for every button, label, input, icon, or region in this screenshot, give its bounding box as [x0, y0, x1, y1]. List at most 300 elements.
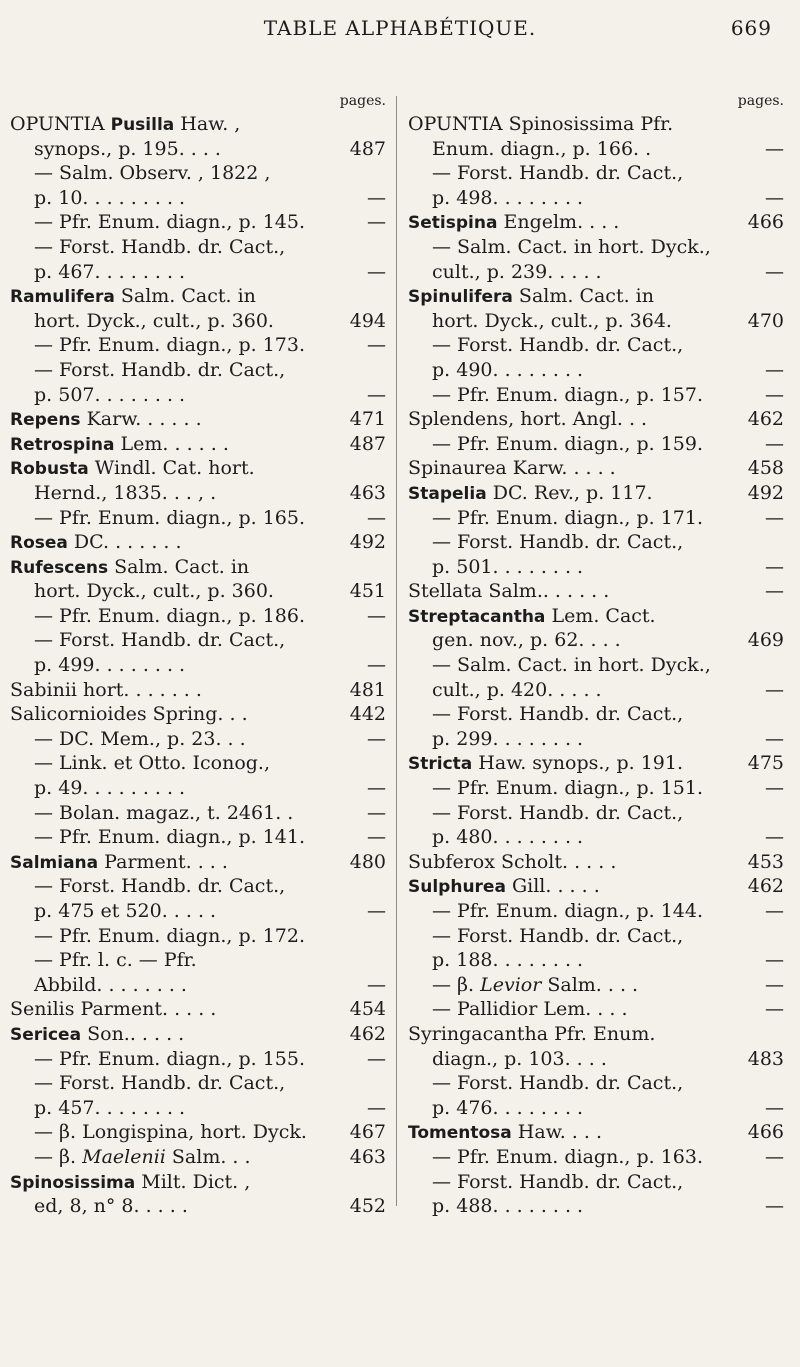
- entry-segment: — Forst. Handb. dr. Cact.,: [432, 801, 684, 824]
- entry-segment: — Pfr. Enum. diagn., p. 144.: [432, 900, 704, 922]
- entry-segment: Windl. Cat. hort.: [88, 457, 255, 480]
- entry-segment: p. 499. . . . . . . .: [34, 654, 186, 677]
- entry-segment: Lem. . . . . .: [114, 432, 229, 455]
- page-reference: 483: [747, 1047, 784, 1070]
- index-entry-line: [408, 628, 788, 653]
- page-reference: 487: [349, 432, 386, 455]
- entry-text: [432, 899, 703, 924]
- entry-text: [432, 260, 602, 285]
- index-entry-line: [10, 1194, 390, 1219]
- entry-text: [34, 751, 270, 776]
- entry-text: [432, 628, 621, 653]
- entry-text: [34, 210, 305, 235]
- entry-text: [432, 1194, 583, 1219]
- page-reference: —: [367, 604, 386, 627]
- index-entry-line: [10, 997, 390, 1022]
- index-entry-line: [408, 506, 788, 531]
- entry-text: [34, 137, 221, 162]
- index-entry-line: [408, 432, 788, 457]
- species-name: Repens: [10, 410, 81, 431]
- entry-segment: — Forst. Handb. dr. Cact.,: [34, 629, 286, 652]
- entry-text: [432, 678, 602, 703]
- entry-segment: Splendens, hort. Angl. . .: [408, 408, 648, 431]
- entry-segment: — Forst. Handb. dr. Cact.,: [432, 1072, 684, 1095]
- page-reference: —: [765, 555, 784, 578]
- index-entry-line: [408, 555, 788, 580]
- entry-segment: p. 475 et 520. . . . .: [34, 900, 217, 922]
- page-reference: —: [765, 186, 784, 209]
- entry-text: [34, 579, 274, 604]
- entry-segment: Spinosissima Pfr.: [508, 113, 674, 135]
- page-reference: 458: [747, 457, 784, 480]
- entry-segment: Enum. diagn., p. 166. .: [432, 137, 652, 160]
- page-reference: —: [367, 260, 386, 283]
- entry-segment: — Pfr. Enum. diagn., p. 163.: [432, 1145, 704, 1168]
- index-entry-line: [10, 801, 390, 826]
- entry-text: [34, 481, 216, 506]
- index-entry-line: [408, 186, 788, 211]
- index-entry-line: [10, 653, 390, 678]
- entry-text: [34, 1047, 305, 1072]
- index-entry-line: [10, 751, 390, 776]
- page-reference: —: [367, 654, 386, 677]
- entry-segment: Lem. Cact.: [545, 604, 656, 627]
- entry-segment: — Forst. Handb. dr. Cact.,: [432, 703, 684, 726]
- entry-text: [408, 874, 600, 900]
- entry-segment: Spinaurea Karw. . . . .: [408, 457, 616, 480]
- entry-text: [10, 456, 255, 482]
- entry-segment: — Pfr. l. c. — Pfr.: [34, 949, 197, 972]
- entry-segment: — Pfr. Enum. diagn., p. 173.: [34, 334, 306, 357]
- entry-text: [34, 1096, 185, 1121]
- index-entry-line: [10, 407, 390, 432]
- entry-segment: Maelenii: [82, 1145, 166, 1168]
- species-name: Stapelia: [408, 483, 487, 504]
- index-entry-line: [408, 1096, 788, 1121]
- entry-text: [432, 555, 583, 580]
- index-entry-line: [10, 727, 390, 752]
- index-entry-line: [10, 481, 390, 506]
- entry-segment: Stellata Salm.. . . . . .: [408, 580, 610, 603]
- left-entries: [10, 112, 390, 1219]
- entry-segment: Haw. ,: [174, 113, 241, 135]
- page-reference: —: [765, 506, 784, 529]
- entry-text: [408, 1120, 602, 1146]
- entry-text: [432, 1071, 683, 1096]
- page-reference: —: [765, 383, 784, 406]
- entry-text: [408, 751, 683, 777]
- index-entry-line: [408, 702, 788, 727]
- index-entry-line: [408, 112, 788, 137]
- page-reference: 462: [747, 408, 784, 431]
- species-name: Sulphurea: [408, 877, 506, 898]
- index-entry-line: [10, 776, 390, 801]
- species-name: Ramulifera: [10, 287, 115, 308]
- page-reference: 492: [349, 531, 386, 554]
- page-reference: 467: [349, 1121, 386, 1144]
- index-entry-line: [10, 973, 390, 998]
- page-reference: —: [765, 727, 784, 750]
- species-name: Sericea: [10, 1024, 82, 1045]
- entry-segment: Milt. Dict. ,: [135, 1170, 251, 1193]
- entry-text: [432, 333, 683, 358]
- running-title: TABLE ALPHABÉTIQUE.: [263, 16, 537, 40]
- entry-segment: Salm. Cact. in: [512, 285, 654, 308]
- entry-segment: — Pfr. Enum. diagn., p. 151.: [432, 777, 704, 800]
- entry-segment: Son.. . . . .: [81, 1022, 185, 1045]
- entry-segment: Salm. Cact. in: [108, 555, 250, 578]
- entry-text: [34, 948, 197, 973]
- entry-text: [408, 604, 656, 630]
- entry-segment: p. 498. . . . . . . .: [432, 186, 584, 209]
- species-name: Spinosissima: [10, 1172, 136, 1193]
- entry-segment: — Pfr. Enum. diagn., p. 159.: [432, 432, 704, 455]
- entry-segment: — Pallidior Lem. . . .: [432, 998, 628, 1021]
- index-entry-line: [408, 973, 788, 998]
- entry-segment: — Forst. Handb. dr. Cact.,: [34, 358, 286, 381]
- entry-text: [10, 284, 256, 310]
- entry-segment: — Salm. Cact. in hort. Dyck.,: [432, 235, 711, 258]
- entry-segment: — Forst. Handb. dr. Cact.,: [34, 235, 286, 258]
- entry-text: [10, 407, 202, 433]
- entry-segment: — Forst. Handb. dr. Cact.,: [432, 924, 684, 947]
- page-reference: —: [765, 826, 784, 849]
- index-entry-line: [408, 1170, 788, 1195]
- entry-segment: Syringacantha Pfr. Enum.: [408, 1022, 656, 1045]
- page-reference: —: [367, 973, 386, 996]
- entry-segment: p. 188. . . . . . . .: [432, 949, 584, 972]
- entry-segment: Haw. synops., p. 191.: [472, 752, 684, 775]
- entry-segment: — Pfr. Enum. diagn., p. 155.: [34, 1047, 306, 1070]
- index-entry-line: [408, 383, 788, 408]
- entry-text: [34, 874, 285, 899]
- index-entry-line: [10, 112, 390, 137]
- species-name: Retrospina: [10, 434, 115, 455]
- index-entry-line: [10, 628, 390, 653]
- entry-text: [10, 112, 240, 138]
- page-reference: —: [367, 186, 386, 209]
- index-entry-line: [408, 653, 788, 678]
- entry-segment: — β.: [34, 1145, 83, 1168]
- entry-segment: — Forst. Handb. dr. Cact.,: [432, 334, 684, 357]
- species-name: Pusilla: [110, 115, 175, 135]
- entry-text: [432, 1170, 683, 1195]
- index-entry-line: [10, 358, 390, 383]
- entry-segment: Karw. . . . . .: [80, 408, 202, 431]
- index-entry-line: [10, 1047, 390, 1072]
- index-entry-line: [10, 899, 390, 924]
- entry-segment: p. 507. . . . . . . .: [34, 383, 186, 406]
- entry-segment: — Pfr. Enum. diagn., p. 157.: [432, 383, 704, 406]
- entry-segment: — Pfr. Enum. diagn., p. 165.: [34, 506, 306, 529]
- entry-segment: hort. Dyck., cult., p. 360.: [34, 309, 274, 332]
- page-reference: —: [367, 727, 386, 750]
- entry-text: [10, 432, 229, 458]
- index-entry-line: [408, 924, 788, 949]
- entry-segment: Hernd., 1835. . . , .: [34, 481, 217, 504]
- entry-segment: p. 299. . . . . . . .: [432, 727, 584, 750]
- entry-segment: — DC. Mem., p. 23. . .: [34, 727, 246, 750]
- entry-segment: OPUNTIA: [408, 113, 509, 135]
- index-entry-line: [408, 1071, 788, 1096]
- species-name: Streptacantha: [408, 606, 546, 627]
- entry-segment: cult., p. 239. . . . .: [432, 260, 602, 283]
- page-reference: —: [765, 900, 784, 922]
- index-entry-line: [10, 161, 390, 186]
- entry-text: [432, 358, 583, 383]
- entry-segment: — Bolan. magaz., t. 2461. .: [34, 801, 294, 824]
- entry-segment: Salm. Cact. in: [114, 285, 256, 308]
- entry-text: [10, 530, 182, 556]
- index-entry-line: [408, 456, 788, 481]
- entry-segment: p. 467. . . . . . . .: [34, 260, 186, 283]
- entry-segment: — Salm. Cact. in hort. Dyck.,: [432, 654, 711, 677]
- entry-text: [34, 801, 293, 826]
- species-name: Salmiana: [10, 852, 99, 873]
- entry-text: [408, 850, 616, 875]
- page-reference: 463: [349, 481, 386, 504]
- entry-text: [34, 1071, 285, 1096]
- page-reference: —: [765, 973, 784, 996]
- entry-text: [432, 948, 583, 973]
- index-entry-line: [408, 481, 788, 506]
- page-reference: 487: [349, 137, 386, 160]
- species-name: Spinulifera: [408, 287, 513, 308]
- index-entry-line: [408, 309, 788, 334]
- page-reference: —: [765, 1195, 784, 1218]
- page-reference: 452: [349, 1195, 386, 1218]
- entry-segment: — Forst. Handb. dr. Cact.,: [34, 875, 286, 898]
- entry-segment: DC. Rev., p. 117.: [486, 481, 653, 504]
- index-entry-line: [408, 235, 788, 260]
- entry-text: [34, 358, 285, 383]
- entry-segment: Levior: [480, 973, 542, 996]
- index-entry-line: [10, 1170, 390, 1195]
- entry-segment: — Forst. Handb. dr. Cact.,: [432, 531, 684, 554]
- index-entry-line: [408, 358, 788, 383]
- entry-segment: — β.: [432, 973, 481, 996]
- entry-segment: p. 476. . . . . . . .: [432, 1096, 584, 1119]
- index-entry-line: [10, 924, 390, 949]
- entry-segment: p. 488. . . . . . . .: [432, 1195, 584, 1218]
- page-reference: 494: [349, 309, 386, 332]
- entry-segment: Salm. . . .: [541, 973, 639, 996]
- index-entry-line: [10, 1071, 390, 1096]
- index-entry-line: [10, 555, 390, 580]
- entry-text: [34, 1194, 188, 1219]
- index-entry-line: [10, 383, 390, 408]
- index-entry-line: [408, 604, 788, 629]
- index-entry-line: [408, 1120, 788, 1145]
- index-entry-line: [10, 235, 390, 260]
- entry-text: [10, 1170, 250, 1196]
- entry-text: [432, 702, 683, 727]
- entry-segment: synops., p. 195. . . .: [34, 137, 221, 160]
- index-entry-line: [10, 284, 390, 309]
- index-entry-line: [408, 1022, 788, 1047]
- pages-label-left: pages.: [339, 93, 386, 109]
- entry-text: [432, 727, 583, 752]
- index-entry-line: [408, 1047, 788, 1072]
- entry-segment: — Pfr. Enum. diagn., p. 171.: [432, 506, 704, 529]
- index-entry-line: [10, 260, 390, 285]
- entry-text: [34, 628, 285, 653]
- entry-segment: diagn., p. 103. . . .: [432, 1047, 607, 1070]
- page-reference: —: [367, 826, 386, 849]
- page-reference: —: [367, 383, 386, 406]
- entry-text: [10, 997, 216, 1022]
- page-reference: —: [765, 580, 784, 603]
- page-reference: —: [367, 506, 386, 529]
- index-entry-line: [10, 874, 390, 899]
- entry-text: [432, 653, 711, 678]
- entry-segment: Abbild. . . . . . . .: [34, 973, 187, 996]
- entry-segment: DC. . . . . . .: [67, 531, 182, 554]
- entry-segment: gen. nov., p. 62. . . .: [432, 629, 621, 652]
- entry-segment: Haw. . . .: [511, 1121, 602, 1144]
- page-reference: —: [367, 900, 386, 922]
- entry-segment: ed, 8, n° 8. . . . .: [34, 1195, 188, 1218]
- entry-segment: Salm. . .: [165, 1145, 251, 1168]
- index-entry-line: [10, 137, 390, 162]
- index-entry-line: [10, 1022, 390, 1047]
- index-entry-line: [408, 850, 788, 875]
- page-reference: 451: [349, 580, 386, 603]
- entry-text: [34, 383, 185, 408]
- entry-segment: — Pfr. Enum. diagn., p. 186.: [34, 604, 306, 627]
- entry-segment: — Salm. Observ. , 1822 ,: [34, 162, 271, 185]
- species-name: Rosea: [10, 533, 68, 554]
- page-reference: 462: [349, 1022, 386, 1045]
- entry-segment: Senilis Parment. . . . .: [10, 998, 217, 1021]
- entry-text: [432, 973, 638, 998]
- index-entry-line: [408, 210, 788, 235]
- entry-segment: — Link. et Otto. Iconog.,: [34, 752, 271, 775]
- entry-text: [408, 112, 673, 137]
- entry-segment: — Pfr. Enum. diagn., p. 145.: [34, 211, 306, 234]
- index-entry-line: [10, 530, 390, 555]
- page-reference: 463: [349, 1145, 386, 1168]
- page-reference: —: [367, 334, 386, 357]
- index-entry-line: [408, 407, 788, 432]
- entry-segment: Parment. . . .: [98, 850, 228, 873]
- index-entry-line: [408, 874, 788, 899]
- entry-text: [34, 1120, 307, 1145]
- entry-text: [408, 481, 653, 507]
- entry-text: [34, 260, 185, 285]
- entry-segment: — Pfr. Enum. diagn., p. 141.: [34, 826, 306, 849]
- entry-text: [432, 383, 703, 408]
- entry-segment: Subferox Scholt. . . . .: [408, 850, 617, 873]
- entry-segment: Sabinii hort. . . . . . .: [10, 678, 202, 701]
- entry-text: [432, 1047, 607, 1072]
- index-entry-line: [408, 260, 788, 285]
- entry-text: [432, 161, 683, 186]
- entry-segment: p. 490. . . . . . . .: [432, 358, 584, 381]
- right-column: [408, 90, 788, 1219]
- entry-text: [408, 210, 619, 236]
- entry-text: [432, 801, 683, 826]
- entry-segment: Salicornioides Spring. . .: [10, 703, 248, 726]
- page-reference: —: [367, 1096, 386, 1119]
- entry-text: [34, 604, 305, 629]
- entry-segment: p. 457. . . . . . . .: [34, 1096, 186, 1119]
- index-entry-line: [408, 899, 788, 924]
- index-entry-line: [10, 1145, 390, 1170]
- index-entry-line: [408, 825, 788, 850]
- index-entry-line: [10, 678, 390, 703]
- index-entry-line: [408, 161, 788, 186]
- page-number: 669: [730, 16, 772, 40]
- entry-text: [34, 1145, 251, 1170]
- species-name: Stricta: [408, 754, 473, 775]
- index-entry-line: [10, 210, 390, 235]
- page-reference: 469: [747, 629, 784, 652]
- index-entry-line: [10, 1120, 390, 1145]
- entry-text: [408, 579, 609, 604]
- entry-segment: Engelm. . . .: [497, 211, 620, 234]
- entry-segment: — β. Longispina, hort. Dyck.: [34, 1121, 307, 1144]
- page-reference: —: [367, 777, 386, 800]
- entry-text: [10, 555, 249, 581]
- index-entry-line: [10, 309, 390, 334]
- page-reference: 481: [349, 678, 386, 701]
- index-entry-line: [10, 579, 390, 604]
- entry-text: [432, 235, 711, 260]
- page-reference: —: [765, 1145, 784, 1168]
- index-entry-line: [408, 801, 788, 826]
- entry-text: [432, 924, 683, 949]
- entry-text: [34, 186, 185, 211]
- entry-text: [10, 850, 228, 876]
- page-reference: 466: [747, 1121, 784, 1144]
- entry-segment: — Pfr. Enum. diagn., p. 172.: [34, 924, 306, 947]
- index-entry-line: [10, 506, 390, 531]
- right-entries: [408, 112, 788, 1219]
- entry-text: [34, 506, 305, 531]
- index-entry-line: [408, 333, 788, 358]
- page-reference: 454: [349, 998, 386, 1021]
- entry-segment: hort. Dyck., cult., p. 364.: [432, 309, 672, 332]
- entry-segment: hort. Dyck., cult., p. 360.: [34, 580, 274, 603]
- entry-text: [432, 1096, 583, 1121]
- entry-text: [34, 776, 185, 801]
- index-entry-line: [408, 776, 788, 801]
- page-reference: 462: [747, 875, 784, 898]
- page-reference: 492: [747, 481, 784, 504]
- entry-text: [34, 899, 216, 924]
- index-entry-line: [10, 186, 390, 211]
- page-reference: —: [765, 998, 784, 1021]
- page-reference: —: [765, 678, 784, 701]
- entry-text: [10, 1022, 184, 1048]
- entry-text: [408, 1022, 655, 1047]
- index-entry-line: [408, 1145, 788, 1170]
- entry-segment: Gill. . . . .: [505, 875, 600, 898]
- entry-text: [10, 702, 248, 727]
- species-name: Setispina: [408, 213, 498, 234]
- left-column: [10, 90, 390, 1219]
- entry-text: [34, 309, 274, 334]
- entry-text: [432, 825, 583, 850]
- entry-text: [408, 456, 616, 481]
- entry-text: [432, 432, 703, 457]
- index-entry-line: [408, 137, 788, 162]
- page-reference: 442: [349, 703, 386, 726]
- index-entry-line: [10, 948, 390, 973]
- entry-text: [34, 825, 305, 850]
- entry-text: [408, 407, 647, 432]
